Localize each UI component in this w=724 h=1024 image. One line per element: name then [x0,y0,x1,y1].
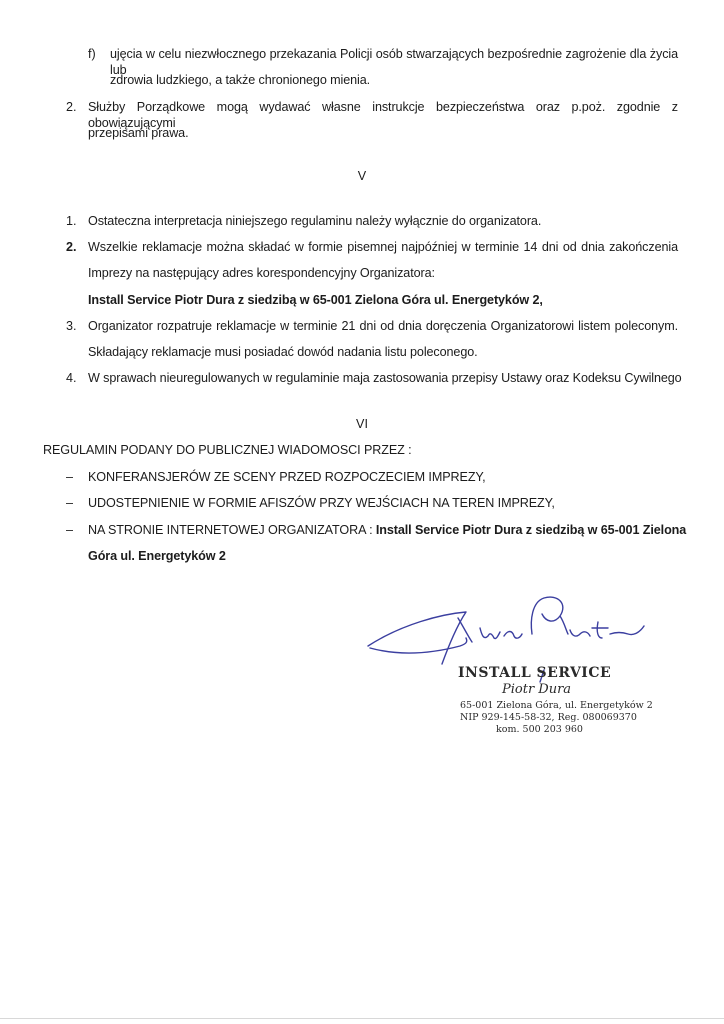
section-v-item-3-line-2: Składający reklamacje musi posiadać dowód nadania listu poleconego. [88,345,478,359]
section-vi-bullet-1: KONFERANSJERÓW ZE SCENY PRZED ROZPOCZECIEM IMPREZY, [88,470,486,484]
item-f-line-1: ujęcia w celu niezwłocznego przekazania Policji osób stwarzających bezpośrednie zagrożenie dla życia lub [110,47,678,77]
section-v-item-1: Ostateczna interpretacja niniejszego regulaminu należy wyłącznie do organizatora. [88,214,542,228]
website-organizer: Install Service Piotr Dura z siedzibą w 65-001 Zielona [375,523,687,537]
item-f-line-2: zdrowia ludzkiego, a także chronionego mienia. [110,73,371,87]
section-heading-v: V [357,169,367,183]
section-v-marker-2: 2. [66,240,77,254]
section-vi-bullet-2: UDOSTEPNIENIE W FORMIE AFISZÓW PRZY WEJŚCIACH NA TEREN IMPREZY, [88,496,555,510]
section-v-marker-3: 3. [66,319,77,333]
section-heading-vi: VI [356,417,368,431]
stamp-registry: NIP 929-145-58-32, Reg. 080069370 [460,712,637,723]
section-v-item-4: W sprawach nieuregulowanych w regulaminie maja zastosowania przepisy Ustawy oraz Kodeksu Cywilnego [88,371,682,385]
stamp-address: 65-001 Zielona Góra, ul. Energetyków 2 [460,700,653,711]
bullet-dash-2: – [66,496,74,510]
section-v-item-2-line-2: Imprezy na następujący adres korespondencyjny Organizatora: [88,266,435,280]
section-v-marker-1: 1. [66,214,77,228]
page-bottom-edge [0,1018,724,1019]
organizer-address: Install Service Piotr Dura z siedzibą w 65-001 Zielona Góra ul. Energetyków 2, [88,293,543,307]
stamp-owner-name: Piotr Dura [502,682,572,697]
section-vi-bullet-3-line-1 [88,522,686,538]
list-marker-f: f) [88,47,96,61]
section-v-item-3-line-1: Organizator rozpatruje reklamacje w terminie 21 dni od dnia doręczenia Organizatorowi listem poleconym. [88,319,678,333]
list-marker-2: 2. [66,100,77,114]
stamp-phone: kom. 500 203 960 [496,724,583,735]
item-2-line-2: przepisami prawa. [88,126,189,140]
section-vi-intro: REGULAMIN PODANY DO PUBLICZNEJ WIADOMOSCI PRZEZ : [43,443,412,457]
section-v-item-2-line-1: Wszelkie reklamacje można składać w formie pisemnej najpóźniej w terminie 14 dni od dnia zakończenia [88,240,678,254]
item-2-line-1: Służby Porządkowe mogą wydawać własne instrukcje bezpieczeństwa oraz p.poż. zgodnie z obowiązującymi [88,100,678,130]
stamp-company-name: INSTALL SERVICE [458,665,612,681]
section-v-marker-4: 4. [66,371,77,385]
website-label: NA STRONIE INTERNETOWEJ ORGANIZATORA : [88,523,376,537]
section-vi-bullet-3-line-2: Góra ul. Energetyków 2 [88,549,226,563]
bullet-dash-3: – [66,523,74,537]
bullet-dash-1: – [66,470,74,484]
